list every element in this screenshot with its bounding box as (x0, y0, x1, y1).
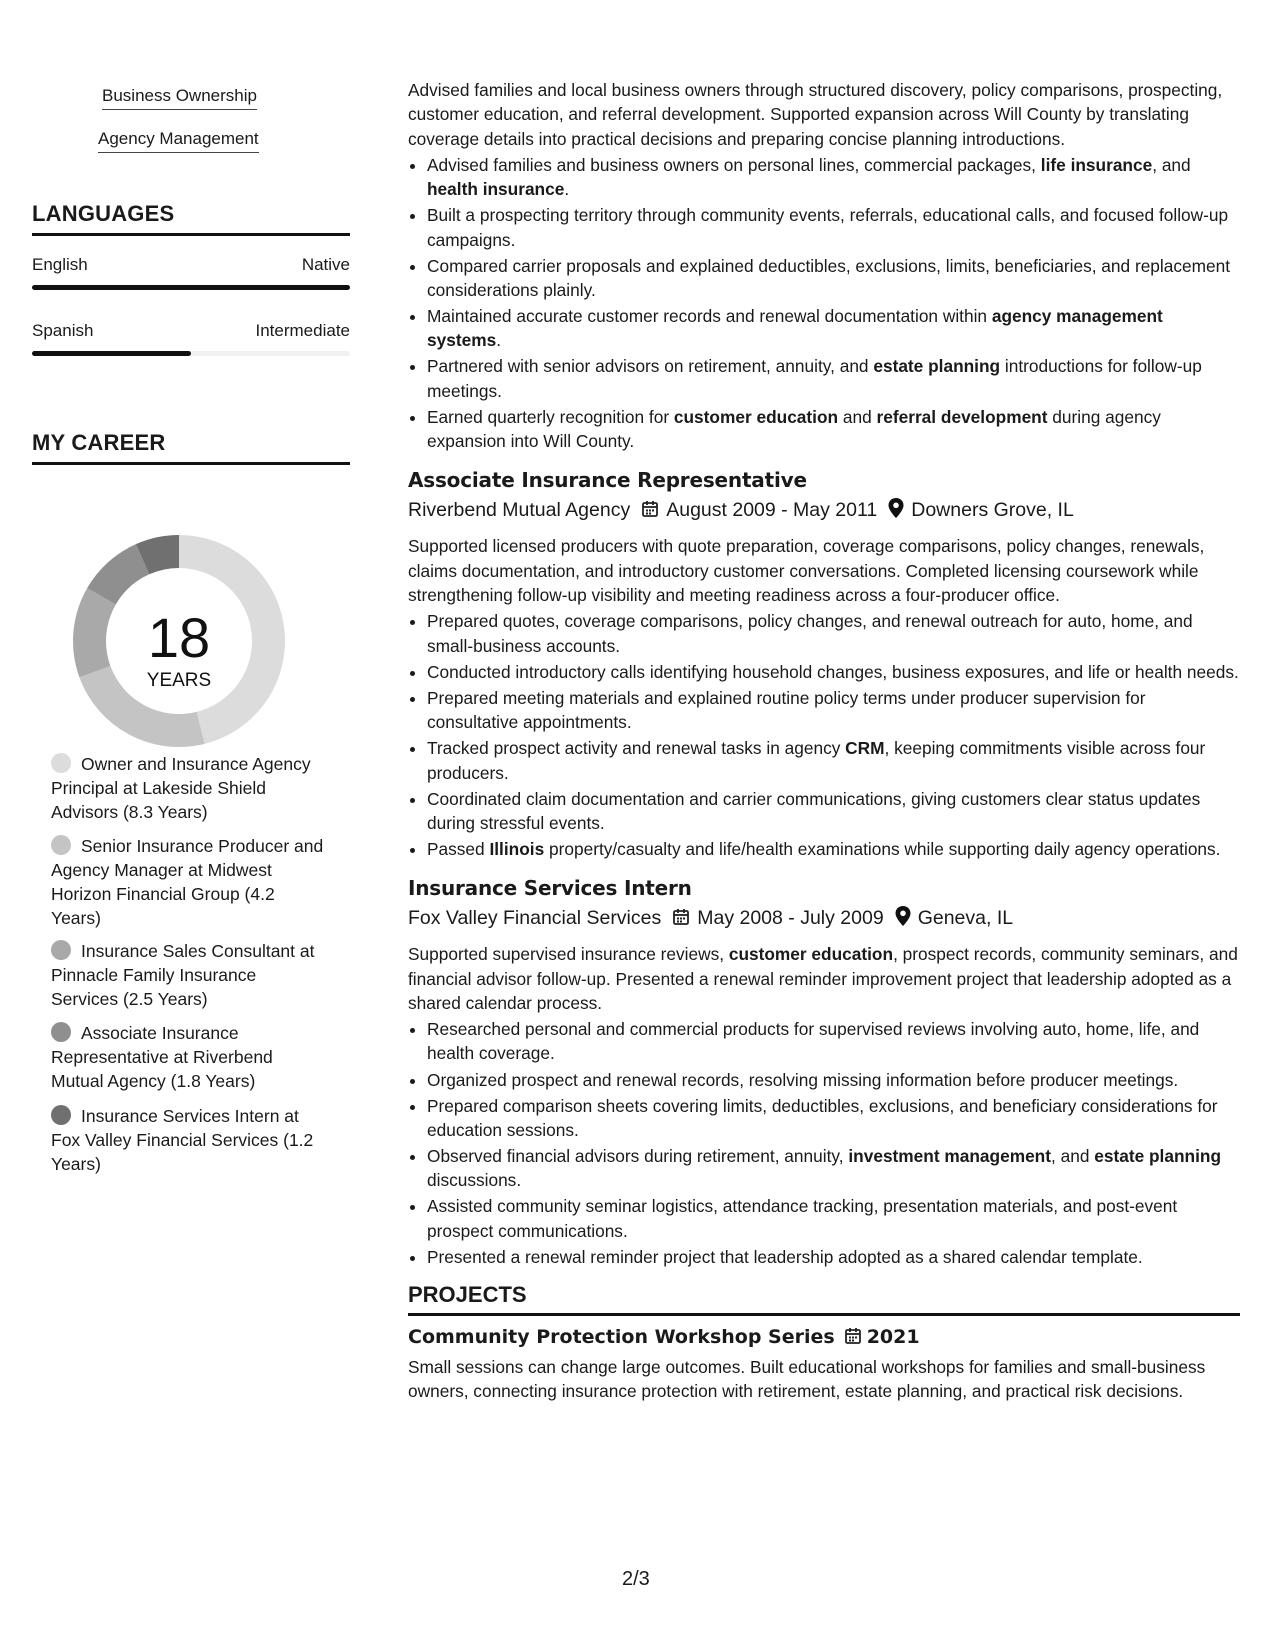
language-level: Intermediate (255, 321, 350, 340)
company-name: Riverbend Mutual Agency (408, 499, 631, 522)
language-proficiency-bar (32, 351, 350, 356)
job-bullet-list (408, 1017, 1240, 1269)
text-run: . (496, 330, 501, 351)
text-run: Conducted introductory calls identifying household changes, business exposures, and life or health needs. (427, 661, 1239, 682)
career-legend-item (51, 1104, 326, 1176)
text-run: Compared carrier proposals and explained deductibles, exclusions, limits, beneficiaries, and replacement considerations plainly. (427, 255, 1231, 300)
highlighted-keyword: customer education (728, 944, 894, 965)
job-location: Downers Grove, IL (911, 499, 1074, 522)
project-title: Community Protection Workshop Series (408, 1326, 835, 1349)
text-run: Presented a renewal reminder project that leadership adopted as a shared calendar template. (427, 1246, 1143, 1267)
bullet-item (427, 1094, 1240, 1143)
text-run: Assisted community seminar logistics, attendance tracking, presentation materials, and post-event prospect communications. (427, 1196, 1178, 1241)
career-total-years: 18 (147, 606, 211, 669)
language-proficiency-fill (32, 285, 350, 290)
legend-label: Insurance Sales Consultant at Pinnacle Family Insurance Services (2.5 Years) (51, 941, 315, 1009)
skill-tag: Business Ownership (102, 86, 257, 110)
company-name: Fox Valley Financial Services (408, 907, 662, 930)
career-legend-item (51, 834, 326, 930)
text-run: property/casualty and life/health examinations while supporting daily agency operations. (544, 838, 1221, 859)
language-name: Spanish (32, 321, 94, 340)
text-run: Earned quarterly recognition for (427, 406, 674, 427)
career-years-unit: YEARS (146, 670, 212, 691)
bullet-item (427, 1017, 1240, 1066)
bullet-item (427, 660, 1240, 684)
career-legend-item (51, 939, 326, 1011)
bullet-item (427, 686, 1240, 735)
language-proficiency-bar (32, 285, 350, 290)
job-title: Insurance Services Intern (408, 876, 692, 901)
highlighted-keyword: referral development (876, 406, 1048, 427)
main-content (408, 78, 1240, 1404)
text-run: Maintained accurate customer records and renewal documentation within (427, 306, 992, 327)
text-run: during agency expansion into Will County. (427, 406, 1161, 452)
highlighted-keyword: health insurance (427, 179, 565, 200)
bullet-item (427, 405, 1240, 454)
projects-heading: PROJECTS (408, 1281, 1240, 1316)
legend-label: Owner and Insurance Agency Principal at Lakeside Shield Advisors (8.3 Years) (51, 754, 311, 822)
experience-entry (408, 875, 1240, 1269)
text-run: Researched personal and commercial products for supervised reviews involving auto, home, life, and health coverage. (427, 1019, 1200, 1064)
text-run: Partnered with senior advisors on retirement, annuity, and (427, 356, 874, 377)
bullet-item (427, 1144, 1240, 1193)
map-pin-icon (894, 905, 912, 934)
text-run: Coordinated claim documentation and carrier communications, giving customers clear status updates during stressful events. (427, 788, 1201, 833)
language-row (32, 254, 350, 276)
bullet-item (427, 736, 1240, 785)
legend-color-dot (51, 1105, 71, 1125)
text-run: Supported licensed producers with quote preparation, coverage comparisons, policy changes, renewals, claims documentation, and introductory customer conversations. Completed licensing coursework while strengthening follow-up visibility and meeting readiness across a four-producer office. (408, 536, 1205, 606)
text-run: Supported supervised insurance reviews, (408, 944, 729, 965)
bullet-item (427, 1194, 1240, 1243)
career-legend-item (51, 752, 326, 824)
highlighted-keyword: customer education (673, 406, 839, 427)
text-run: , and (1152, 154, 1191, 175)
language-level: Native (301, 255, 350, 274)
text-run: , keeping commitments visible across four producers. (427, 738, 1206, 783)
job-bullet-list (408, 609, 1240, 861)
languages-heading: LANGUAGES (32, 201, 350, 236)
text-run: , prospect records, community seminars, and financial advisor follow-up. Presented a renewal reminder improvement project that leadership adopted as a shared calendar process. (408, 944, 1238, 1013)
map-pin-icon (887, 497, 905, 526)
job-summary (408, 942, 1240, 1015)
highlighted-keyword: CRM (845, 738, 885, 759)
bullet-item (427, 203, 1240, 252)
text-run: Built a prospecting territory through community events, referrals, educational calls, and focused follow-up campaigns. (427, 205, 1229, 250)
text-run: Tracked prospect activity and renewal tasks in agency (427, 738, 846, 759)
bullet-item (427, 1068, 1240, 1092)
bullet-item (427, 1245, 1240, 1269)
bullet-item (427, 254, 1240, 303)
project-description: Small sessions can change large outcomes. Built educational workshops for families and small-business owners, connecting insurance protection with retirement, estate planning, and practical risk decisions. (408, 1357, 1206, 1402)
legend-label: Insurance Services Intern at Fox Valley Financial Services (1.2 Years) (51, 1106, 314, 1174)
calendar-icon (640, 499, 660, 526)
text-run: and (838, 406, 877, 427)
highlighted-keyword: estate planning (873, 356, 1001, 377)
bullet-item (427, 609, 1240, 658)
job-summary (408, 534, 1240, 607)
job-dates: May 2008 - July 2009 (697, 907, 884, 930)
text-run: Prepared comparison sheets covering limits, deductibles, exclusions, and beneficiary considerations for education sessions. (427, 1095, 1218, 1140)
text-run: introductions for follow-up meetings. (427, 356, 1202, 401)
legend-color-dot (51, 940, 71, 960)
calendar-icon (671, 907, 691, 934)
bullet-item (427, 304, 1240, 353)
experience-entry (408, 467, 1240, 861)
text-run: Prepared quotes, coverage comparisons, policy changes, and renewal outreach for auto, home, and small-business accounts. (427, 611, 1193, 656)
page-number: 2/3 (622, 1568, 650, 1590)
project-title-line (408, 1324, 1240, 1353)
language-row (32, 320, 350, 342)
text-run: Passed (427, 838, 490, 859)
highlighted-keyword: agency management systems (427, 306, 1163, 351)
legend-color-dot (51, 1022, 71, 1042)
job-location: Geneva, IL (917, 907, 1014, 930)
bullet-item (427, 787, 1240, 836)
job-title: Associate Insurance Representative (408, 468, 807, 493)
legend-color-dot (51, 835, 71, 855)
highlighted-keyword: investment management (848, 1146, 1051, 1167)
role-bullet-list (408, 153, 1240, 454)
calendar-icon (843, 1326, 863, 1353)
text-run: Organized prospect and renewal records, resolving missing information before producer meetings. (427, 1069, 1179, 1090)
job-meta (408, 497, 1240, 526)
career-legend-item (51, 1021, 326, 1093)
bullet-item (427, 837, 1240, 861)
text-run: Observed financial advisors during retirement, annuity, (427, 1146, 849, 1167)
highlighted-keyword: Illinois (489, 838, 545, 859)
legend-label: Associate Insurance Representative at Riverbend Mutual Agency (1.8 Years) (51, 1023, 273, 1091)
text-run: , and (1051, 1146, 1095, 1167)
legend-color-dot (51, 753, 71, 773)
language-name: English (32, 255, 88, 274)
job-meta (408, 905, 1240, 934)
text-run: Prepared meeting materials and explained routine policy terms under producer supervision for consultative appointments. (427, 687, 1146, 733)
career-heading: MY CAREER (32, 430, 350, 465)
bullet-item (427, 153, 1240, 202)
role-summary: Advised families and local business owners through structured discovery, policy comparisons, prospecting, customer education, and referral development. Supported expansion across Will County by translating coverage details into practical decisions and preparing concise planning introductions. (408, 80, 1223, 149)
text-run: . (564, 179, 570, 200)
career-donut-chart (66, 528, 292, 754)
job-dates: August 2009 - May 2011 (666, 499, 878, 522)
highlighted-keyword: estate planning (1094, 1146, 1221, 1167)
legend-label: Senior Insurance Producer and Agency Manager at Midwest Horizon Financial Group (4.2 Years) (51, 836, 324, 928)
skill-tag: Agency Management (98, 129, 259, 153)
experience-list (408, 467, 1240, 1269)
text-run: Advised families and business owners on personal lines, commercial packages, (427, 154, 1041, 175)
language-proficiency-fill (32, 351, 191, 356)
donut-segment (73, 588, 116, 677)
text-run: discussions. (427, 1170, 522, 1191)
bullet-item (427, 354, 1240, 403)
project-year: 2021 (866, 1326, 920, 1349)
highlighted-keyword: life insurance (1040, 154, 1153, 175)
